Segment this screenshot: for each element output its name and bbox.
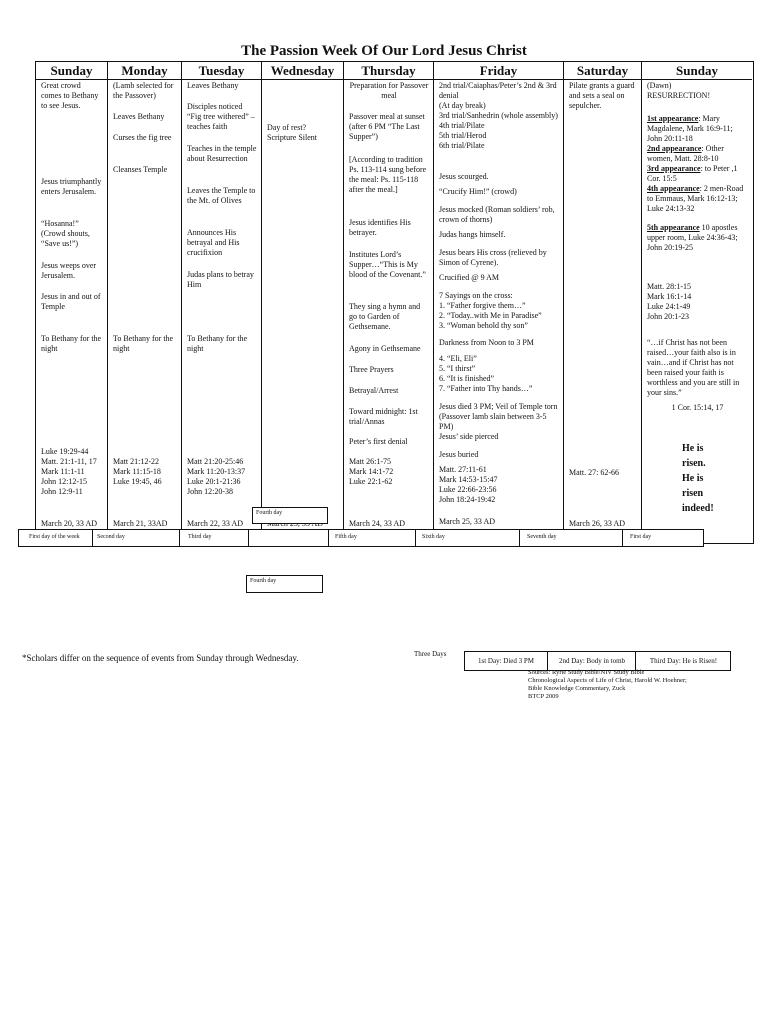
column-saturday: [563, 62, 641, 543]
column-tuesday: [181, 62, 261, 543]
mon-event-leaves: Leaves Bethany: [113, 112, 165, 121]
sources-list: Sources: Ryrie Study Bible/NIV Study Bible Chronological Aspects of Life of Christ, Harold W. Hoehner; Bible Knowledge Commentary, Zuck BTCP 2009: [528, 669, 687, 700]
fourth-day-box-upper: Fourth day: [252, 507, 328, 524]
tue-refs: Matt 21:20-25:46 Mark 11:20-13:37 Luke 20:1-21:36 John 12:20-38: [187, 457, 246, 496]
column-friday: [433, 62, 563, 543]
thu-event-institutes: Institutes Lord’s Supper…“This is My blood of the Covenant.”: [349, 250, 426, 279]
thu-event-meal: Passover meal at sunset (after 6 PM “The Last Supper”): [349, 112, 425, 141]
fri-sayings-first: 7 Sayings on the cross: 1. “Father forgive them…” 2. “Today..with Me in Paradise” 3. “Woman behold thy son”: [439, 291, 542, 330]
divider: [179, 530, 180, 546]
fri-sayings-second: 4. “Eli, Eli” 5. “I thirst” 6. “It is finished” 7. “Father into Thy hands…”: [439, 354, 533, 393]
divider: [92, 530, 93, 546]
three-days-day-2: 2nd Day: Body in tomb: [547, 652, 636, 670]
thu-event-agony: Agony in Gethsemane: [349, 344, 421, 353]
column-monday: [107, 62, 181, 543]
tue-event-bethany: To Bethany for the night: [187, 334, 248, 353]
day-label-2: Second day: [97, 534, 125, 540]
tue-date: March 22, 33 AD: [187, 519, 243, 528]
sun2-appearance-1: 1st appearance: Mary Magdalene, Mark 16:9-11; John 20:11-18: [647, 114, 733, 143]
three-days-day-3: Third Day: He is Risen!: [635, 652, 731, 670]
fri-event-died: Jesus died 3 PM; Veil of Temple torn (Passover lamb slain between 3-5 PM) Jesus’ side pierced: [439, 402, 558, 441]
tue-event-fig: Disciples noticed “Fig tree withered” –teaches faith: [187, 102, 255, 131]
divider: [248, 530, 249, 546]
thu-event-tradition: [According to tradition Ps. 113-114 sung before the meal: Ps. 115-118 after the meal.]: [349, 155, 427, 194]
sun2-appearance-3: 3rd appearance: to Peter ,1 Cor. 15:5: [647, 164, 738, 183]
page-title: The Passion Week Of Our Lord Jesus Christ: [241, 43, 527, 59]
day-label-1: First day of the week: [29, 534, 80, 540]
sat-refs: Matt. 27: 62-66: [569, 468, 619, 477]
day-numbers-strip: [18, 529, 704, 547]
divider: [622, 530, 623, 546]
tue-event-announces: Announces His betrayal and His crucifixion: [187, 228, 240, 257]
divider: [519, 530, 520, 546]
tue-event-judas: Judas plans to betray Him: [187, 270, 254, 289]
sun-event-weeps: Jesus weeps over Jerusalem.: [41, 261, 97, 280]
sun2-appearance-2: 2nd appearance: Other women, Matt. 28:8-10: [647, 144, 724, 163]
column-thursday: [343, 62, 433, 543]
mon-event-bethany: To Bethany for the night: [113, 334, 174, 353]
fri-event-cross: Jesus bears His cross (relieved by Simon of Cyrene).: [439, 248, 547, 267]
sun2-refs: Matt. 28:1-15 Mark 16:1-14 Luke 24:1-49 John 20:1-23: [647, 282, 692, 321]
sun-event-temple: Jesus in and out of Temple: [41, 292, 101, 311]
header-tuesday: Tuesday: [182, 62, 261, 80]
day-label-7: Seventh day: [527, 534, 557, 540]
thu-event-denial: Peter’s first denial: [349, 437, 408, 446]
thu-event-prep: Preparation for Passover meal: [349, 81, 429, 100]
header-monday: Monday: [108, 62, 181, 80]
tue-event-leaves: Leaves Bethany: [187, 81, 239, 90]
sun2-appearance-5: 5th appearance 10 apostles upper room, Luke 24:36-43; John 20:19-25: [647, 223, 738, 252]
sun-event-enters: Jesus triumphantly enters Jerusalem.: [41, 177, 102, 196]
day-label-6: Sixth day: [422, 534, 445, 540]
tue-event-teaches: Teaches in the temple about Resurrection: [187, 144, 257, 163]
fri-refs: Matt. 27:11-61 Mark 14:53-15:47 Luke 22:66-23:56 John 18:24-19:42: [439, 465, 498, 504]
fourth-day-box-lower: Fourth day: [246, 575, 323, 593]
sun-event-hosanna: “Hosanna!” (Crowd shouts, “Save us!”): [41, 219, 90, 248]
sun-event-crowd: Great crowd comes to Bethany to see Jesus.: [41, 81, 99, 110]
passion-week-table: [35, 61, 754, 544]
thu-event-midnight: Toward midnight: 1st trial/Annas: [349, 407, 418, 426]
header-friday: Friday: [434, 62, 563, 80]
divider: [415, 530, 416, 546]
column-sunday-resurrection: [641, 62, 752, 543]
header-sunday: Sunday: [36, 62, 107, 80]
header-sunday-2: Sunday: [642, 62, 752, 80]
thu-event-arrest: Betrayal/Arrest: [349, 386, 399, 395]
sun-refs: Luke 19:29-44 Matt. 21:1-11, 17 Mark 11:1-11 John 12:12-15 John 12:9-11: [41, 447, 97, 496]
thu-refs: Matt 26:1-75 Mark 14:1-72 Luke 22:1-62: [349, 457, 394, 486]
fri-event-buried: Jesus buried: [439, 450, 479, 459]
sun2-quote: “…if Christ has not been raised…your faith also is in vain…and if Christ has not been raised your faith is worthless and you are still in your sins.”: [647, 338, 740, 397]
sun2-quote-ref: 1 Cor. 15:14, 17: [671, 403, 724, 412]
column-wednesday: [261, 62, 343, 543]
fri-event-crucified: Crucified @ 9 AM: [439, 273, 500, 282]
three-days-day-1: 1st Day: Died 3 PM: [478, 657, 534, 665]
sun-date: March 20, 33 AD: [41, 519, 97, 528]
column-sunday: [36, 62, 107, 543]
header-saturday: Saturday: [564, 62, 641, 80]
mon-event-cleanses: Cleanses Temple: [113, 165, 168, 174]
fri-event-trials: 2nd trial/Caiaphas/Peter’s 2nd & 3rd denial (At day break) 3rd trial/Sanhedrin (whole assembly) 4th trial/Pilate 5th trial/Herod 6th trial/Pilate: [439, 81, 558, 150]
sun2-he-is-risen: He is risen. He is risen indeed!: [682, 443, 714, 514]
three-days-box: [464, 651, 731, 671]
header-thursday: Thursday: [344, 62, 433, 80]
tue-event-olives: Leaves the Temple to the Mt. of Olives: [187, 186, 256, 205]
sat-date: March 26, 33 AD: [569, 519, 625, 528]
scholars-note: *Scholars differ on the sequence of events from Sunday through Wednesday.: [22, 653, 299, 663]
mon-date: March 21, 33AD: [113, 519, 168, 528]
mon-refs: Matt 21:12-22 Mark 11:15-18 Luke 19:45, 46: [113, 457, 162, 486]
divider: [328, 530, 329, 546]
wed-event-rest: Day of rest? Scripture Silent: [267, 123, 317, 142]
thu-date: March 24, 33 AD: [349, 519, 405, 528]
mon-event-curses: Curses the fig tree: [113, 133, 172, 142]
sun-event-bethany: To Bethany for the night: [41, 334, 102, 353]
fri-event-judas: Judas hangs himself.: [439, 230, 506, 239]
mon-event-lamb: (Lamb selected for the Passover): [113, 81, 174, 100]
fri-event-crucify: “Crucify Him!” (crowd): [439, 187, 517, 196]
fri-date: March 25, 33 AD: [439, 517, 495, 526]
sun2-resurrection: (Dawn) RESURRECTION!: [647, 81, 711, 100]
thu-event-hymn: They sing a hymn and go to Garden of Gethsemane.: [349, 302, 421, 331]
sat-event-guard: Pilate grants a guard and sets a seal on sepulcher.: [569, 81, 635, 110]
three-days-label: Three Days: [414, 650, 447, 658]
thu-event-identifies: Jesus identifies His betrayer.: [349, 218, 411, 237]
fri-event-darkness: Darkness from Noon to 3 PM: [439, 338, 534, 347]
sun2-appearance-4: 4th appearance: 2 men-Road to Emmaus, Mark 16:12-13; Luke 24:13-32: [647, 184, 744, 213]
day-label-8: First day: [630, 534, 652, 540]
fri-event-mocked: Jesus mocked (Roman soldiers’ rob, crown of thorns): [439, 205, 555, 224]
header-wednesday: Wednesday: [262, 62, 343, 80]
day-label-3: Third day: [188, 534, 212, 540]
thu-event-prayers: Three Prayers: [349, 365, 394, 374]
fri-event-scourged: Jesus scourged.: [439, 172, 489, 181]
day-label-5: Fifth day: [335, 534, 357, 540]
